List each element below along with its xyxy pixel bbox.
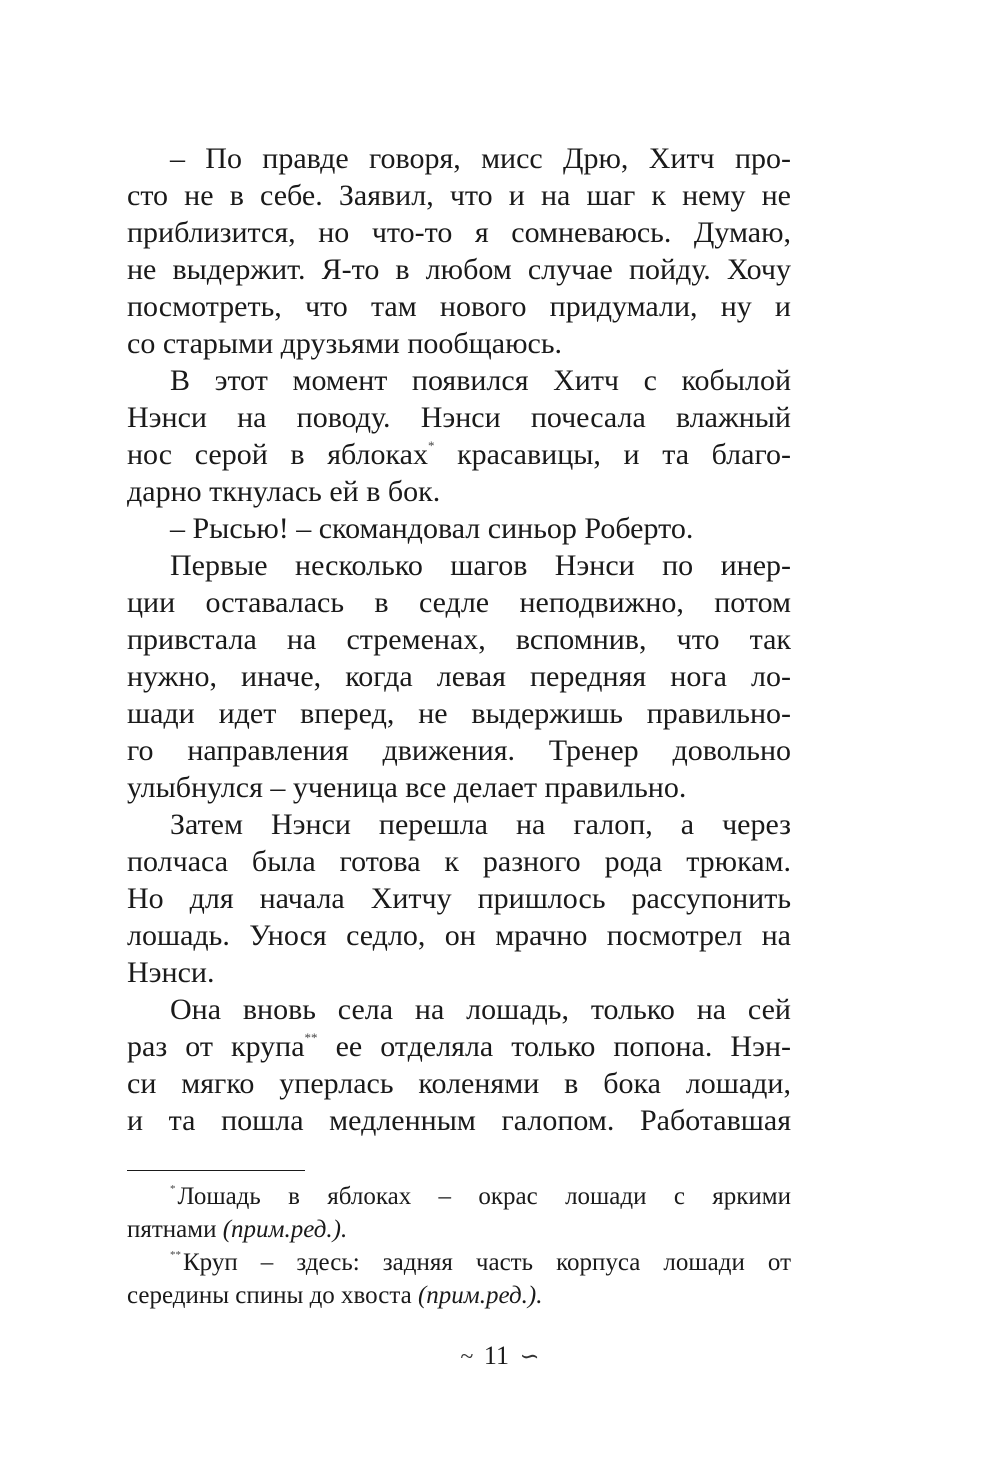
text-fragment: ее отделяла только попона. Нэн-: [335, 1030, 791, 1063]
footnote-2-line: [127, 1279, 791, 1312]
text-line: улыбнулся – ученица все делает правильно.: [127, 771, 687, 804]
text-line: сто не в себе. Заявил, что и на шаг к нему не: [127, 179, 791, 212]
text-line: Нэнси.: [127, 956, 215, 989]
footnote-mark: *: [427, 438, 435, 453]
text-line: посмотреть, что там нового придумали, ну и: [127, 290, 791, 323]
footnote-1-line: [127, 1180, 791, 1213]
text-line: – По правде говоря, мисс Дрю, Хитч про-: [170, 142, 791, 175]
page-number-value: 11: [483, 1341, 509, 1370]
footnote-text: середины спины до хвоста: [127, 1282, 412, 1309]
text-line-with-footnote: [127, 436, 791, 473]
footnote-2-line: [127, 1246, 791, 1279]
text-line: дарно ткнулась ей в бок.: [127, 475, 441, 508]
text-line: привстала на стременах, вспомнив, что так: [127, 623, 791, 656]
editor-note: (прим.ред.).: [417, 1282, 543, 1309]
text-line: ции оставалась в седле неподвижно, потом: [127, 586, 791, 619]
text-line: шади идет вперед, не выдержишь правильно-: [127, 697, 791, 730]
right-ornament-icon: ∽: [519, 1344, 540, 1370]
body-text: [127, 140, 791, 1139]
text-fragment: раз от крупа: [127, 1030, 305, 1063]
text-line: Затем Нэнси перешла на галоп, а через: [170, 808, 791, 841]
left-ornament-icon: ~: [460, 1344, 474, 1370]
page-number: [0, 1336, 1000, 1377]
footnote-mark: **: [304, 1030, 318, 1045]
text-fragment: красавицы, и та благо-: [457, 438, 792, 471]
text-line: Нэнси на поводу. Нэнси почесала влажный: [127, 401, 791, 434]
text-line: и та пошла медленным галопом. Работавшая: [127, 1104, 791, 1137]
text-line: приблизится, но что-то я сомневаюсь. Думаю,: [127, 216, 791, 249]
footnotes: [127, 1180, 791, 1312]
text-fragment: нос серой в яблоках: [127, 438, 428, 471]
text-line: го направления движения. Тренер довольно: [127, 734, 791, 767]
footnote-text: пятнами: [127, 1216, 217, 1243]
footnote-text: Круп – здесь: задняя часть корпуса лошади от: [183, 1249, 791, 1276]
text-line: си мягко уперлась коленями в бока лошади,: [127, 1067, 791, 1100]
text-line: Первые несколько шагов Нэнси по инер-: [170, 549, 791, 582]
footnote-mark: *: [170, 1183, 176, 1195]
footnote-divider: [127, 1170, 305, 1171]
text-line-with-footnote: [127, 1028, 791, 1065]
text-line: Она вновь села на лошадь, только на сей: [170, 993, 791, 1026]
text-line: В этот момент появился Хитч с кобылой: [170, 364, 791, 397]
text-line: полчаса была готова к разного рода трюкам.: [127, 845, 791, 878]
text-line: не выдержит. Я-то в любом случае пойду. Хочу: [127, 253, 791, 286]
text-line: – Рысью! – скомандовал синьор Роберто.: [170, 512, 694, 545]
text-line: Но для начала Хитчу пришлось рассупонить: [127, 882, 791, 915]
footnote-mark: **: [170, 1249, 181, 1261]
footnote-1-line: [127, 1213, 791, 1246]
text-line: нужно, иначе, когда левая передняя нога ло-: [127, 660, 791, 693]
editor-note: (прим.ред.).: [222, 1216, 348, 1243]
text-line: лошадь. Унося седло, он мрачно посмотрел на: [127, 919, 791, 952]
footnote-text: Лошадь в яблоках – окрас лошади с яркими: [177, 1183, 791, 1210]
text-line: со старыми друзьями пообщаюсь.: [127, 327, 562, 360]
